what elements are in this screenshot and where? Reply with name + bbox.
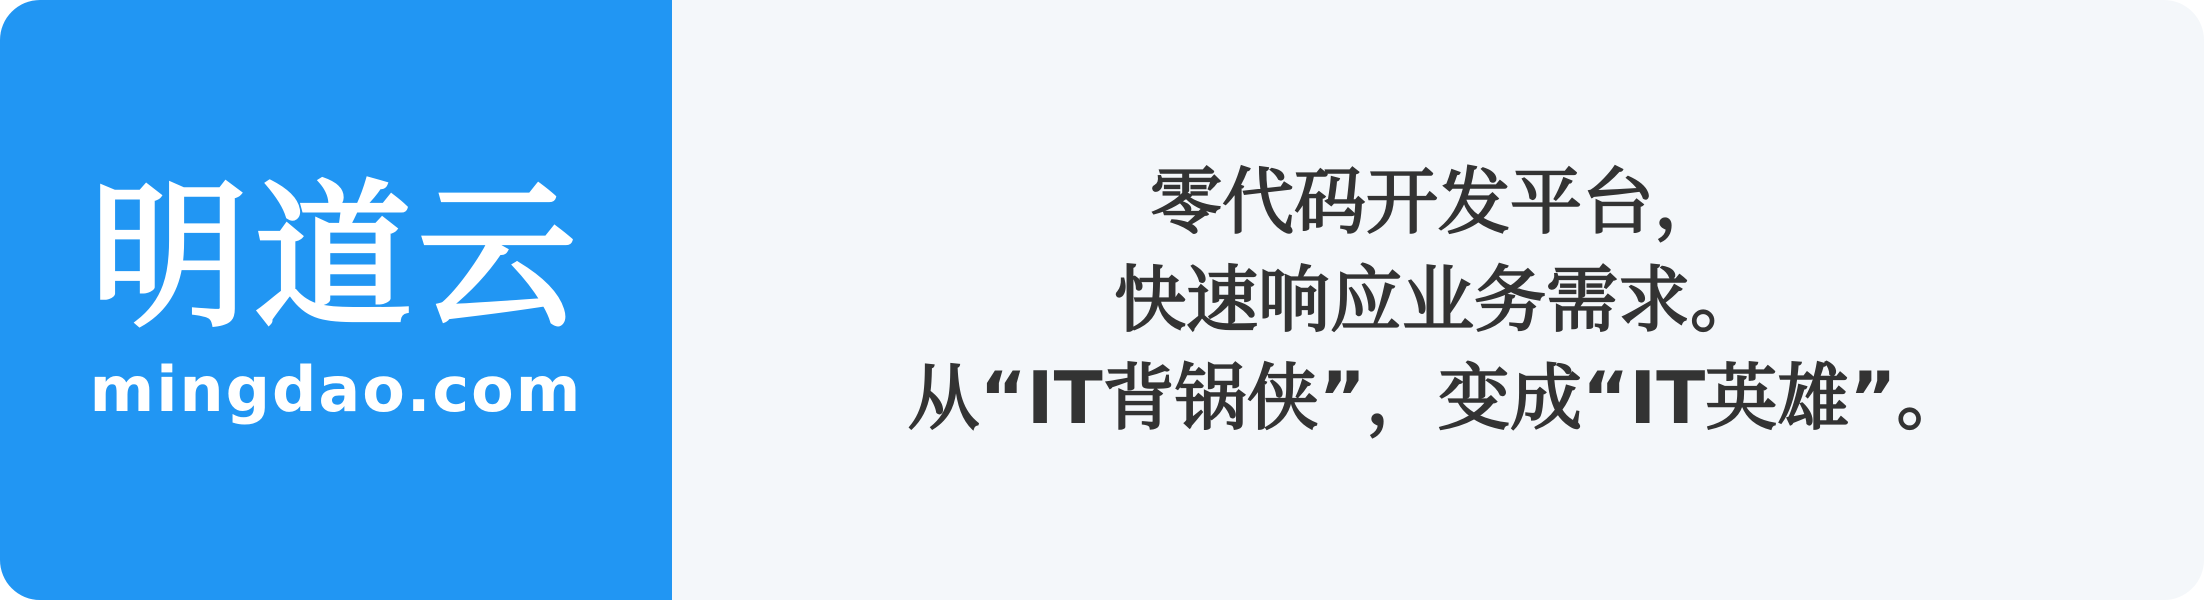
- slogan-line-3: 从“IT背锅侠”，变成“IT英雄”。: [907, 356, 1969, 440]
- logo-panel: [0, 0, 672, 600]
- slogan-line-1: 零代码开发平台，: [1149, 160, 1726, 244]
- logo-wordmark: 明道云: [90, 166, 582, 350]
- slogan-line-2: 快速响应业务需求。: [1113, 258, 1762, 342]
- slogan: [672, 0, 2204, 600]
- logo-domain: mingdao.com: [89, 353, 583, 426]
